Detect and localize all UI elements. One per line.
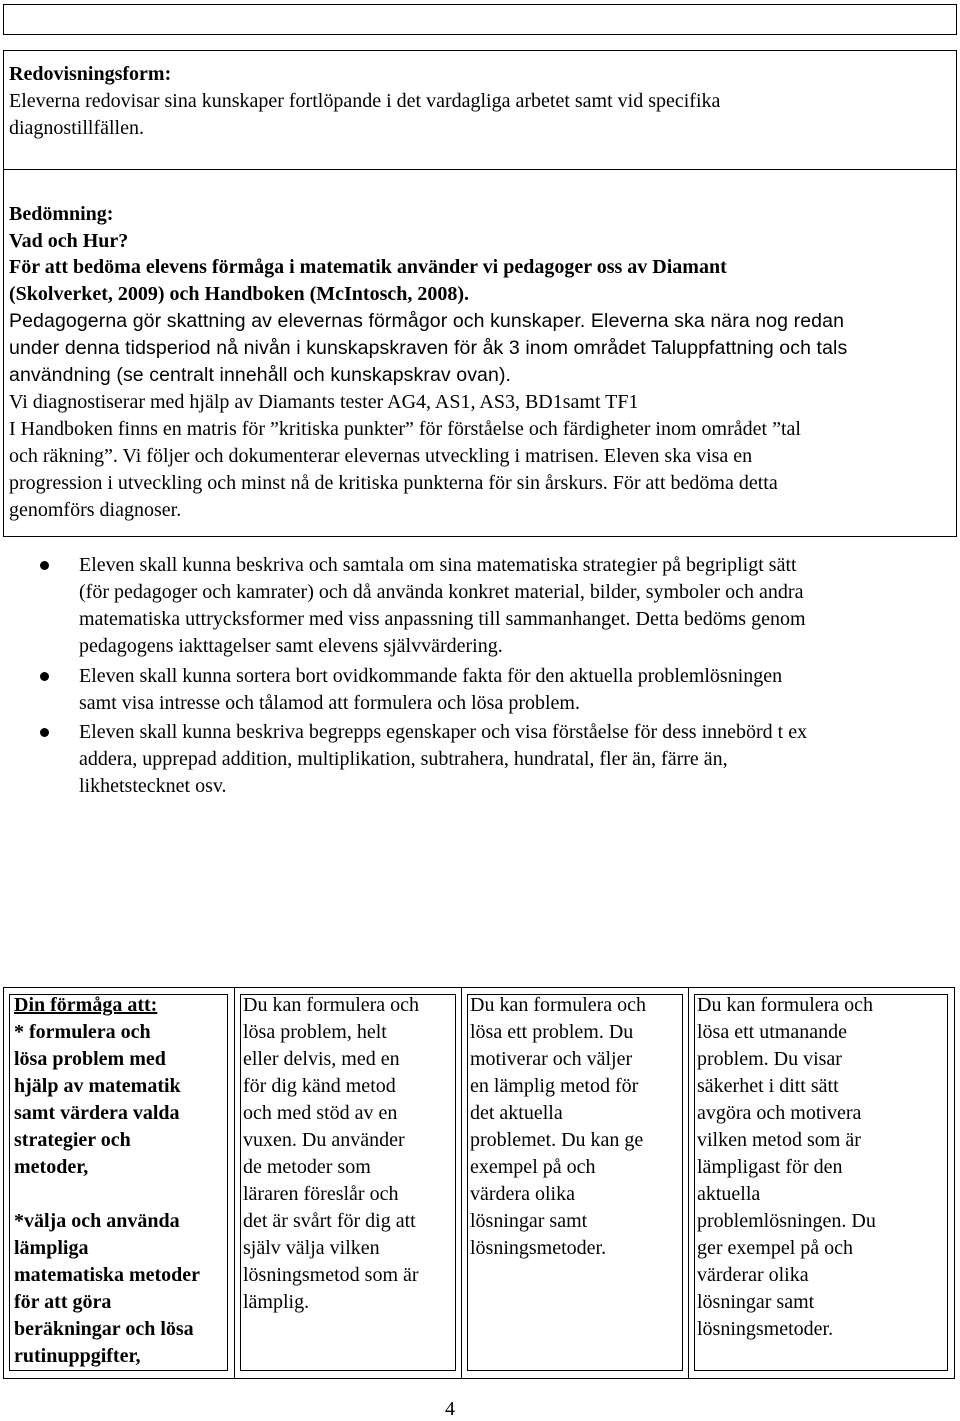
bullet-icon xyxy=(40,728,49,737)
col1-line: lösa problem med xyxy=(14,1048,166,1070)
bedomning-sans-line: Pedagogerna gör skattning av elevernas förmågor och kunskaper. Eleverna ska nära nog redan xyxy=(9,310,845,332)
col1-line: beräkningar och lösa xyxy=(14,1318,194,1340)
bullet-icon xyxy=(40,561,49,570)
col2-line: eller delvis, med en xyxy=(243,1048,400,1070)
bedomning-bold-line: (Skolverket, 2009) och Handboken (McIntosch, 2008). xyxy=(9,283,470,305)
col1-line: strategier och xyxy=(14,1129,131,1151)
col4-line: vilken metod som är xyxy=(697,1129,861,1151)
col3-line: problemet. Du kan ge xyxy=(470,1129,644,1151)
bullet-text-line: matematiska uttrycksformer med viss anpassning till sammanhanget. Detta bedöms genom xyxy=(79,608,806,630)
col4-line: ger exempel på och xyxy=(697,1237,854,1259)
bedomning-line: och räkning”. Vi följer och dokumenterar elevernas utveckling i matrisen. Eleven ska visa en xyxy=(9,445,753,467)
redovisning-heading: Redovisningsform: xyxy=(9,63,172,85)
bedomning-line: progression i utveckling och minst nå de kritiska punkterna för sin årskurs. För att bedöma detta xyxy=(9,472,778,494)
col2-line: för dig känd metod xyxy=(243,1075,396,1097)
column-divider xyxy=(688,987,689,1379)
col1-line: *välja och använda xyxy=(14,1210,180,1232)
col1-spacer xyxy=(14,1181,200,1208)
col4-line: lösningar samt xyxy=(697,1291,815,1313)
col2-line: själv välja vilken xyxy=(243,1237,380,1259)
col2-line: det är svårt för dig att xyxy=(243,1210,416,1232)
bedomning-line: genomförs diagnoser. xyxy=(9,499,182,521)
col2-line: de metoder som xyxy=(243,1156,371,1178)
col3-line: lösa ett problem. Du xyxy=(470,1021,634,1043)
bedomning-sans-line: användning (se centralt innehåll och kunskapskrav ovan). xyxy=(9,364,512,386)
col4-line: avgöra och motivera xyxy=(697,1102,862,1124)
col3-line: lösningar samt xyxy=(470,1210,588,1232)
table-border-bottom xyxy=(3,1378,955,1379)
col1-line: hjälp av matematik xyxy=(14,1075,181,1097)
column-divider xyxy=(461,987,462,1379)
col1-line: samt värdera valda xyxy=(14,1102,180,1124)
col3-line: en lämplig metod för xyxy=(470,1075,639,1097)
matrix-col1 xyxy=(14,992,200,1370)
col3-line: lösningsmetoder. xyxy=(470,1237,607,1259)
col2-line: lösningsmetod som är xyxy=(243,1264,419,1286)
col2-line: Du kan formulera och xyxy=(243,994,420,1016)
col1-line: * formulera och xyxy=(14,1021,151,1043)
col1-line: metoder, xyxy=(14,1156,89,1178)
bedomning-bold-line: Vad och Hur? xyxy=(9,230,129,252)
col2-line: lösa problem, helt xyxy=(243,1021,387,1043)
page-number: 4 xyxy=(445,1398,455,1420)
redovisning-line: Eleverna redovisar sina kunskaper fortlöpande i det vardagliga arbetet samt vid specifika xyxy=(9,90,721,112)
top-empty-box xyxy=(3,4,957,35)
col1-line: matematiska metoder xyxy=(14,1264,201,1286)
col1-line: för att göra xyxy=(14,1291,112,1313)
bullet-text-line: Eleven skall kunna sortera bort ovidkommande fakta för den aktuella problemlösningen xyxy=(79,665,783,687)
table-border-right xyxy=(954,987,955,1379)
bullet-text-line: Eleven skall kunna beskriva begrepps egenskaper och visa förståelse för dess innebörd t ex xyxy=(79,721,808,743)
col2-line: läraren föreslår och xyxy=(243,1183,399,1205)
bullet-icon xyxy=(40,672,49,681)
bedomning-bold-line: För att bedöma elevens förmåga i matematik använder vi pedagoger oss av Diamant xyxy=(9,256,727,278)
bullet-text-line: Eleven skall kunna beskriva och samtala om sina matematiska strategier på begripligt sätt xyxy=(79,554,797,576)
matrix-col3 xyxy=(470,992,646,1262)
redovisning-line: diagnostillfällen. xyxy=(9,117,144,139)
col4-line: problemlösningen. Du xyxy=(697,1210,876,1232)
col3-line: det aktuella xyxy=(470,1102,563,1124)
col1-line: lämpliga xyxy=(14,1237,89,1259)
bedomning-line: I Handboken finns en matris för ”kritiska punkter” för förståelse och färdigheter inom området ”tal xyxy=(9,418,801,440)
col2-line: vuxen. Du använder xyxy=(243,1129,405,1151)
bedomning-sans-line: under denna tidsperiod nå nivån i kunskapskraven för åk 3 inom området Taluppfattning och tals xyxy=(9,337,848,359)
table-border-left xyxy=(3,987,4,1379)
bullet-text-line: pedagogens iakttagelser samt elevens självvärdering. xyxy=(79,635,503,657)
matrix-col2 xyxy=(243,992,419,1316)
bullet-text-line: likhetstecknet osv. xyxy=(79,775,227,797)
col2-line: lämplig. xyxy=(243,1291,310,1313)
col3-line: värdera olika xyxy=(470,1183,575,1205)
bedomning-line: Vi diagnostiserar med hjälp av Diamants tester AG4, AS1, AS3, BD1samt TF1 xyxy=(9,391,639,413)
table-border-top xyxy=(3,987,955,988)
col4-line: problem. Du visar xyxy=(697,1048,842,1070)
col4-line: Du kan formulera och xyxy=(697,994,874,1016)
col4-line: lösa ett utmanande xyxy=(697,1021,847,1043)
bullet-text-line: (för pedagoger och kamrater) och då använda konkret material, bilder, symboler och andra xyxy=(79,581,804,603)
col4-line: värderar olika xyxy=(697,1264,809,1286)
column-divider xyxy=(234,987,235,1379)
bullet-text-line: samt visa intresse och tålamod att formulera och lösa problem. xyxy=(79,692,580,714)
col3-line: exempel på och xyxy=(470,1156,596,1178)
col1-title: Din förmåga att: xyxy=(14,994,158,1016)
col2-line: och med stöd av en xyxy=(243,1102,398,1124)
bedomning-heading: Bedömning: xyxy=(9,203,114,225)
col4-line: säkerhet i ditt sätt xyxy=(697,1075,839,1097)
col1-line: rutinuppgifter, xyxy=(14,1345,141,1367)
col3-line: motiverar och väljer xyxy=(470,1048,633,1070)
bullet-text-line: addera, upprepad addition, multiplikation, subtrahera, hundratal, fler än, färre än, xyxy=(79,748,728,770)
col4-line: aktuella xyxy=(697,1183,761,1205)
matrix-col4 xyxy=(697,992,876,1343)
col3-line: Du kan formulera och xyxy=(470,994,647,1016)
col4-line: lösningsmetoder. xyxy=(697,1318,834,1340)
col4-line: lämpligast för den xyxy=(697,1156,843,1178)
